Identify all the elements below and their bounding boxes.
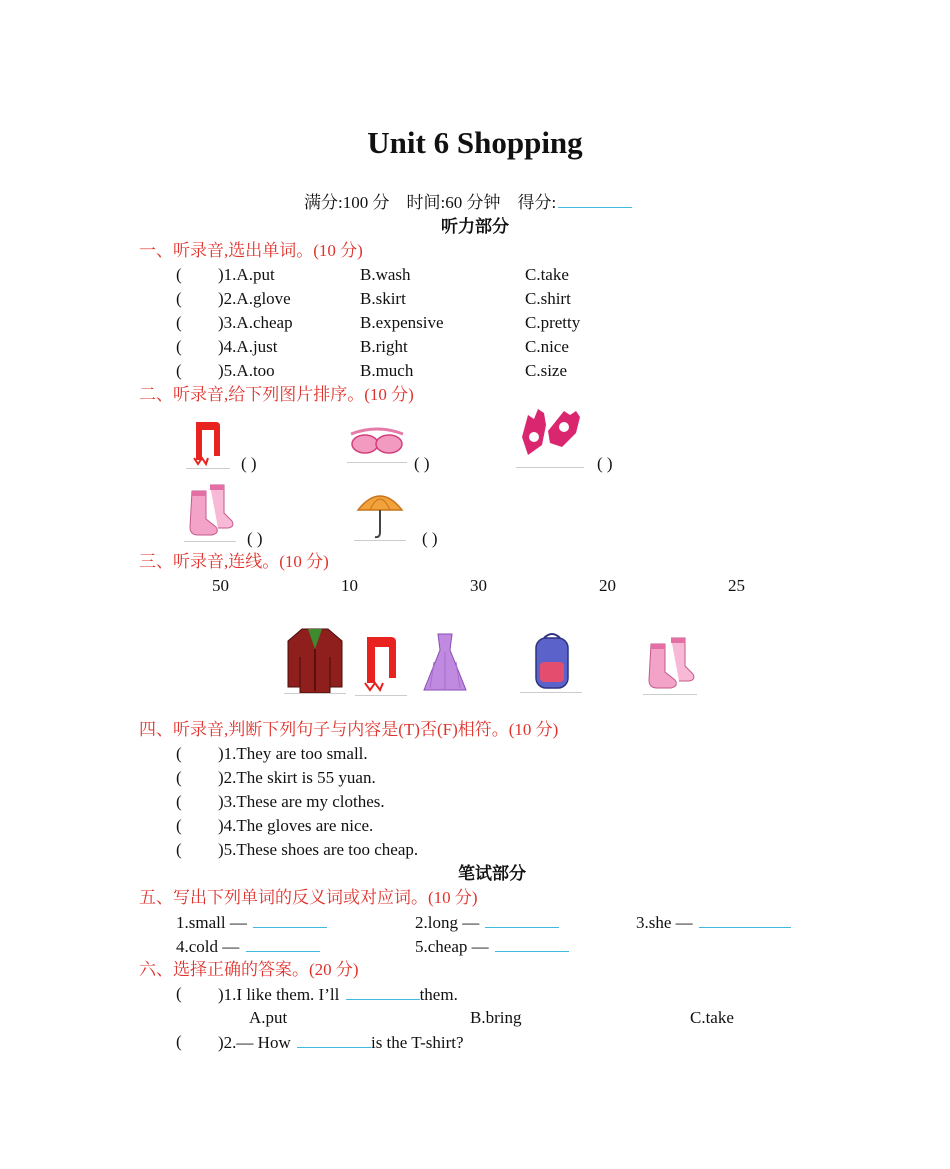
q5-item-5 — [415, 935, 569, 958]
q4-paren: ( — [176, 816, 182, 835]
time-limit: 时间:60 分钟 — [406, 193, 501, 212]
price-label: 30 — [470, 576, 487, 595]
q6-question-text: )2.— How — [218, 1033, 291, 1052]
q4-statement: )1.They are too small. — [218, 744, 368, 763]
q1-option-b: B.skirt — [360, 289, 406, 308]
page-title: Unit 6 Shopping — [367, 125, 583, 160]
q4-statement: )4.The gloves are nice. — [218, 816, 374, 835]
section-6-heading: 六、选择正确的答案。(20 分) — [139, 960, 359, 979]
sunglasses-icon — [347, 420, 407, 464]
socks-icon — [643, 634, 697, 696]
price-label: 20 — [599, 576, 616, 595]
q6-question-text: them. — [419, 985, 458, 1004]
scarf-icon — [186, 418, 230, 470]
q1-option-a: )3.A.cheap — [218, 313, 293, 332]
q1-option-a: )2.A.glove — [218, 289, 291, 308]
dress-icon — [420, 632, 470, 694]
q1-option-b: B.right — [360, 337, 408, 356]
q5-word: 5.cheap — — [415, 937, 489, 956]
q6-question-text: is the T-shirt? — [370, 1033, 464, 1052]
section-3-heading: 三、听录音,连线。(10 分) — [139, 552, 329, 571]
score-blank[interactable] — [558, 191, 632, 208]
q1-option-c: C.size — [525, 361, 568, 380]
section-4-heading: 四、听录音,判断下列句子与内容是(T)否(F)相符。(10 分) — [139, 720, 559, 739]
q1-paren: ( — [176, 337, 182, 356]
exam-meta — [304, 191, 632, 214]
q4-paren: ( — [176, 768, 182, 787]
section-5-heading: 五、写出下列单词的反义词或对应词。(10 分) — [139, 888, 478, 907]
q5-answer-blank[interactable] — [246, 935, 320, 952]
q5-answer-blank[interactable] — [253, 911, 327, 928]
q6-question-2 — [218, 1031, 464, 1054]
q5-word: 2.long — — [415, 913, 480, 932]
q1-option-b: B.wash — [360, 265, 411, 284]
q6-answer-blank[interactable] — [297, 1031, 371, 1048]
q5-item-3 — [636, 911, 791, 934]
q1-option-b: B.much — [360, 361, 414, 380]
q6-answer-blank[interactable] — [346, 983, 420, 1000]
umbrella-icon — [354, 484, 406, 542]
part-listening-heading: 听力部分 — [441, 217, 509, 236]
q6-paren: ( — [176, 1032, 182, 1051]
q4-statement: )2.The skirt is 55 yuan. — [218, 768, 376, 787]
q6-option-c: C.take — [690, 1008, 734, 1027]
scarf-icon — [355, 633, 407, 697]
socks-icon — [184, 483, 236, 543]
q1-option-a: )5.A.too — [218, 361, 275, 380]
q6-option-a: A.put — [249, 1008, 288, 1027]
q4-paren: ( — [176, 792, 182, 811]
q1-option-c: C.take — [525, 265, 569, 284]
q2-answer-paren[interactable]: ( ) — [422, 529, 438, 548]
q2-answer-paren[interactable]: ( ) — [241, 454, 257, 473]
q2-answer-paren[interactable]: ( ) — [597, 454, 613, 473]
q5-item-4 — [176, 935, 320, 958]
price-label: 50 — [212, 576, 229, 595]
q2-answer-paren[interactable]: ( ) — [247, 529, 263, 548]
jacket-icon — [284, 625, 346, 695]
backpack-icon — [520, 632, 582, 694]
q1-option-a: )1.A.put — [218, 265, 275, 284]
part-writing-heading: 笔试部分 — [458, 864, 526, 883]
price-label: 10 — [341, 576, 358, 595]
score-label: 得分: — [517, 193, 557, 212]
q5-item-1 — [176, 911, 327, 934]
q5-answer-blank[interactable] — [485, 911, 559, 928]
q4-statement: )5.These shoes are too cheap. — [218, 840, 419, 859]
q1-paren: ( — [176, 289, 182, 308]
q1-option-c: C.shirt — [525, 289, 571, 308]
q1-paren: ( — [176, 361, 182, 380]
section-1-heading: 一、听录音,选出单词。(10 分) — [139, 241, 363, 260]
q1-paren: ( — [176, 265, 182, 284]
q5-word: 1.small — — [176, 913, 247, 932]
q4-paren: ( — [176, 744, 182, 763]
q1-option-b: B.expensive — [360, 313, 444, 332]
q2-answer-paren[interactable]: ( ) — [414, 454, 430, 473]
q5-word: 3.she — — [636, 913, 693, 932]
q5-word: 4.cold — — [176, 937, 240, 956]
q1-option-a: )4.A.just — [218, 337, 278, 356]
q6-option-b: B.bring — [470, 1008, 522, 1027]
section-2-heading: 二、听录音,给下列图片排序。(10 分) — [139, 385, 414, 404]
full-score: 满分:100 分 — [304, 193, 390, 212]
q6-question-1 — [218, 983, 458, 1006]
q5-item-2 — [415, 911, 559, 934]
gloves-icon — [516, 407, 584, 469]
q6-question-text: )1.I like them. I’ll — [218, 985, 340, 1004]
q5-answer-blank[interactable] — [495, 935, 569, 952]
q6-paren: ( — [176, 984, 182, 1003]
q4-paren: ( — [176, 840, 182, 859]
q4-statement: )3.These are my clothes. — [218, 792, 385, 811]
price-label: 25 — [728, 576, 745, 595]
q1-option-c: C.pretty — [525, 313, 581, 332]
q1-paren: ( — [176, 313, 182, 332]
q5-answer-blank[interactable] — [699, 911, 791, 928]
q1-option-c: C.nice — [525, 337, 569, 356]
